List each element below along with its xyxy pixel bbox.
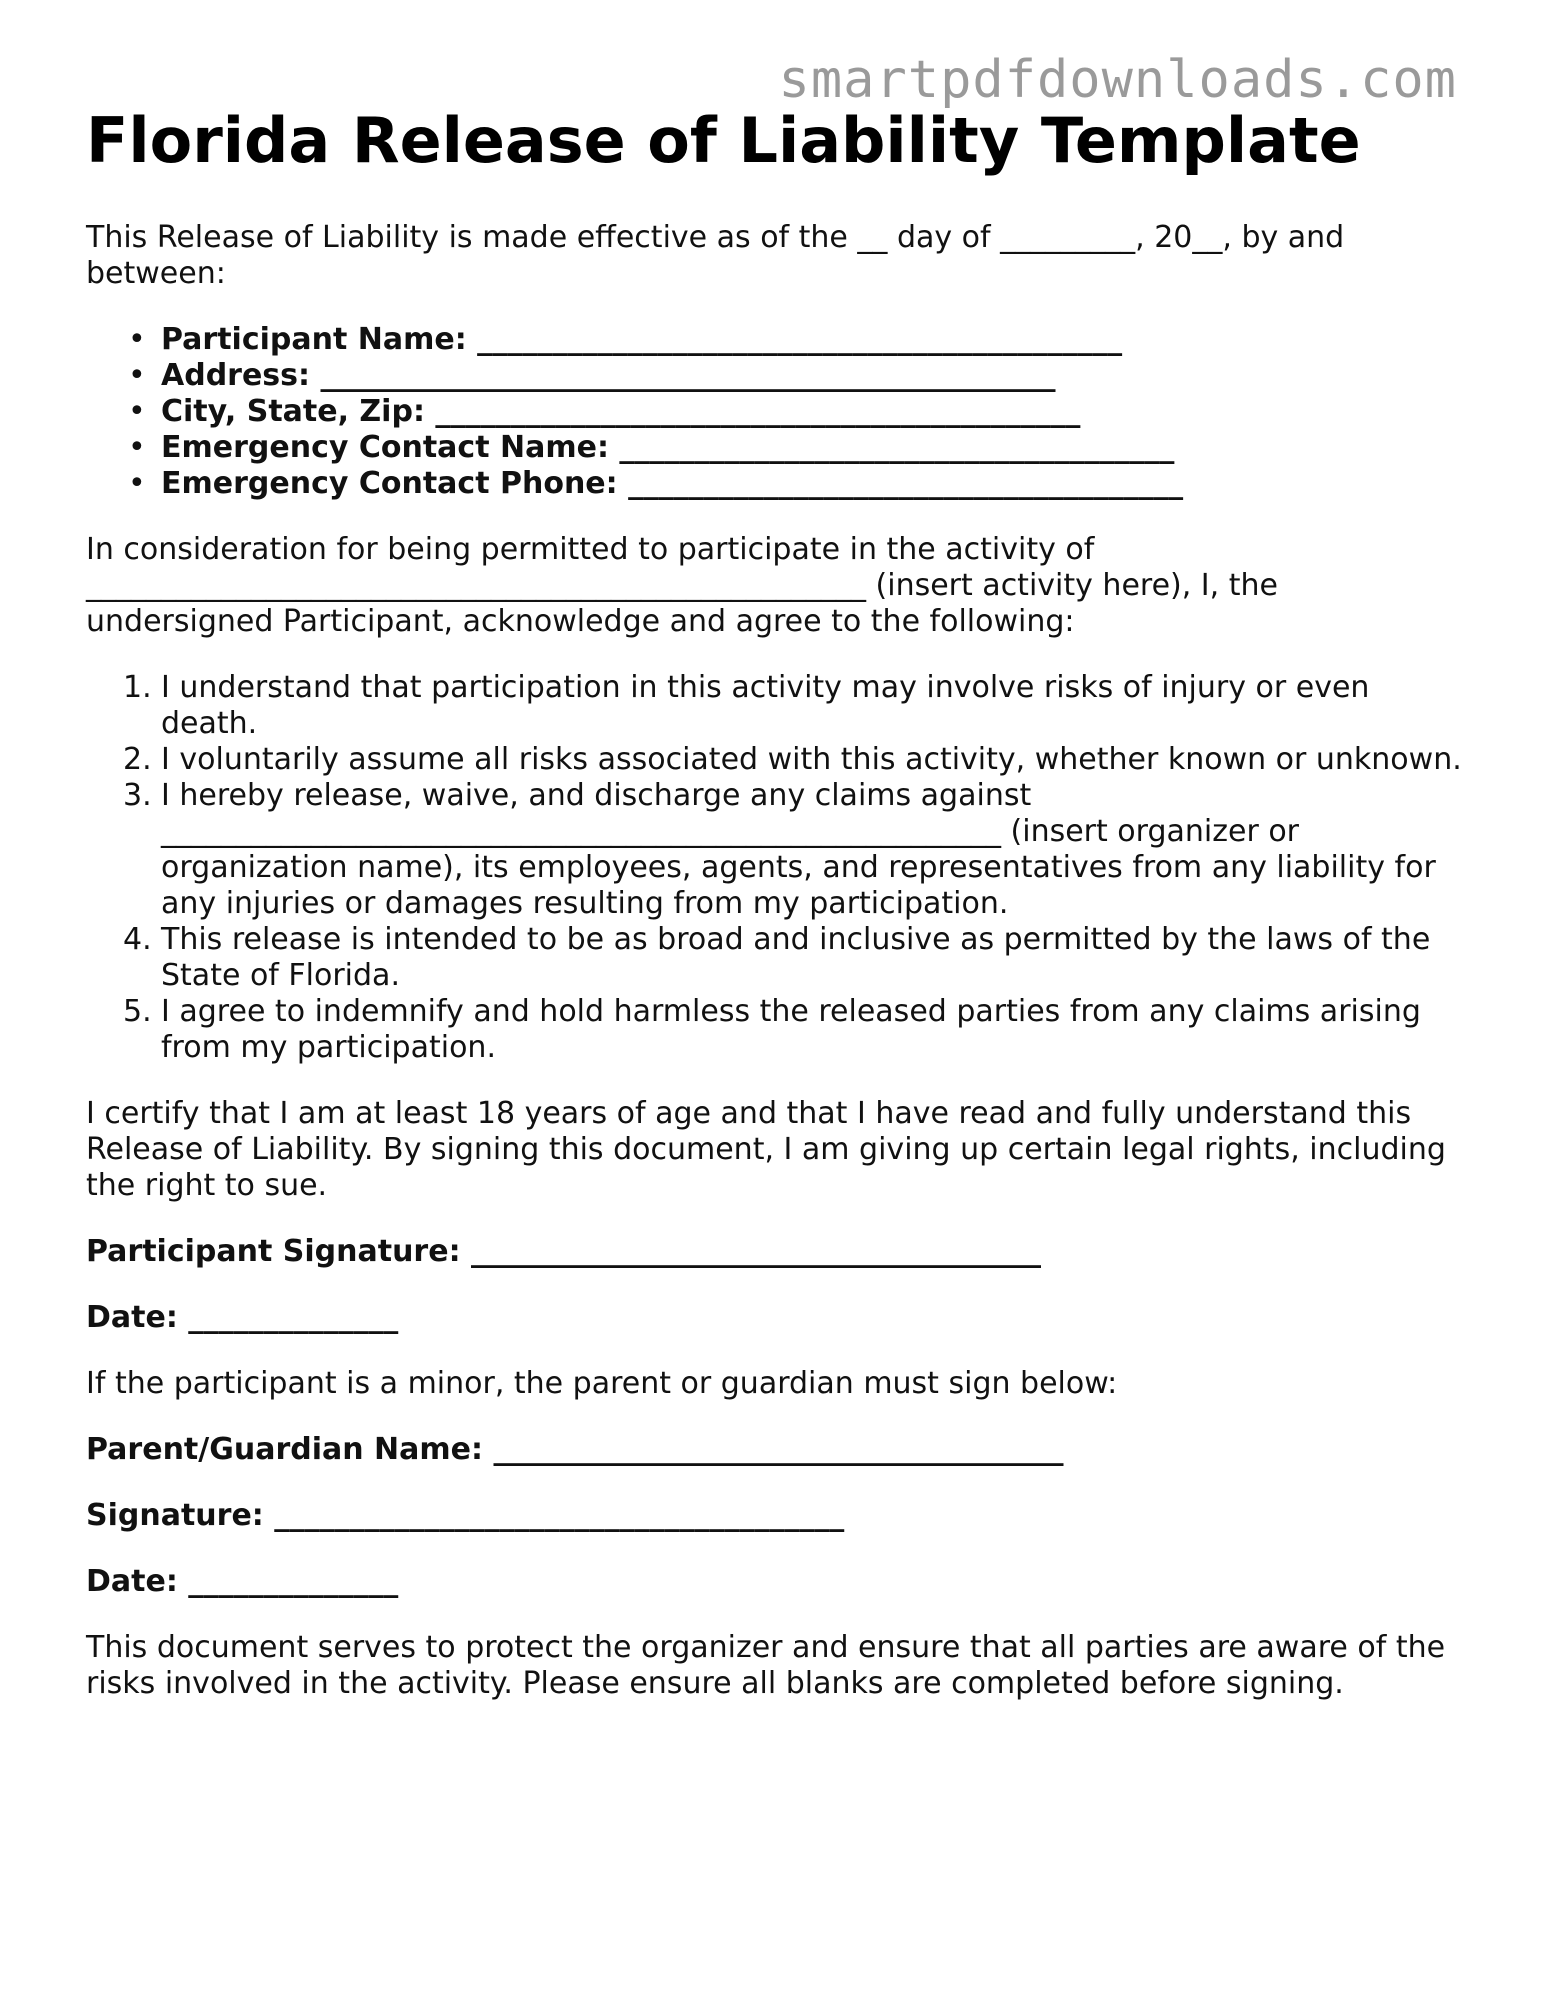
guardian-date-label: Date: [86,1564,178,1599]
participant-signature-blank[interactable]: ______________________________________ [471,1234,1042,1269]
guardian-signature-blank[interactable]: ______________________________________ [274,1498,845,1533]
bullet-icon: • [128,430,146,465]
organizer-blank[interactable]: ________________________________________________________ (insert organizer or [161,814,1300,849]
participant-date-line[interactable] [86,1300,1466,1336]
field-address[interactable]: • Address: _________________________________________________ [128,358,1056,393]
participant-date-blank[interactable]: ______________ [188,1300,399,1335]
page-title: Florida Release of Liability Template [86,104,1361,177]
guardian-name-blank[interactable]: ______________________________________ [493,1432,1064,1467]
participant-signature-line[interactable] [86,1234,1466,1270]
guardian-signature-label: Signature: [86,1498,264,1533]
bullet-icon: • [128,466,146,501]
activity-blank[interactable]: ____________________________________________________ (insert activity here), I, the [86,568,1278,603]
guardian-date-blank[interactable]: ______________ [188,1564,399,1599]
guardian-date-line[interactable] [86,1564,1466,1600]
certify-paragraph: I certify that I am at least 18 years of age and that I have read and fully understand this Release of Liability. By signing this document, I am giving up certain legal rights, including the right to sue. [86,1096,1446,1203]
guardian-signature-line[interactable] [86,1498,1466,1534]
term-item: 2. I voluntarily assume all risks associated with this activity, whether known or unknown. [123,742,1462,777]
participant-date-label: Date: [86,1300,178,1335]
term-item: 5. I agree to indemnify and hold harmless the released parties from any claims arising from my participation. [123,994,1421,1065]
field-emergency-contact-name[interactable]: • Emergency Contact Name: _____________________________________ [128,430,1175,465]
field-emergency-contact-phone[interactable]: • Emergency Contact Phone: _____________________________________ [128,466,1184,501]
term-item: 3. I hereby release, waive, and discharge any claims against ________________________________________________________ (insert organizer or organization name), its employees, agents, and representatives from any liability for any injuries or damages resulting from my participation. [123,778,1436,921]
consideration-paragraph: In consideration for being permitted to participate in the activity of ____________________________________________________ (insert activity here), I, the undersigned Participant, acknowledge and agree to the following: [86,532,1278,639]
closing-paragraph: This document serves to protect the organizer and ensure that all parties are aware of the risks involved in the activity. Please ensure all blanks are completed before signing. [86,1630,1446,1701]
term-item: 1. I understand that participation in this activity may involve risks of injury or even death. [123,670,1370,741]
terms-list [86,670,1466,1066]
guardian-name-line[interactable] [86,1432,1466,1468]
guardian-name-label: Parent/Guardian Name: [86,1432,484,1467]
field-participant-name[interactable]: • Participant Name: ___________________________________________ [128,322,1123,357]
bullet-icon: • [128,322,146,357]
field-city-state-zip[interactable]: • City, State, Zip: ___________________________________________ [128,394,1081,429]
watermark: smartpdfdownloads.com [778,50,1457,110]
bullet-icon: • [128,358,146,393]
document-body [86,220,1466,1732]
participant-signature-label: Participant Signature: [86,1234,461,1269]
bullet-icon: • [128,394,146,429]
term-item: 4. This release is intended to be as broad and inclusive as permitted by the laws of the State of Florida. [123,922,1431,993]
participant-fields-list [86,322,1466,502]
minor-notice: If the participant is a minor, the parent or guardian must sign below: [86,1366,1118,1401]
intro-paragraph: This Release of Liability is made effective as of the __ day of _________, 20__, by and between: [86,220,1345,291]
